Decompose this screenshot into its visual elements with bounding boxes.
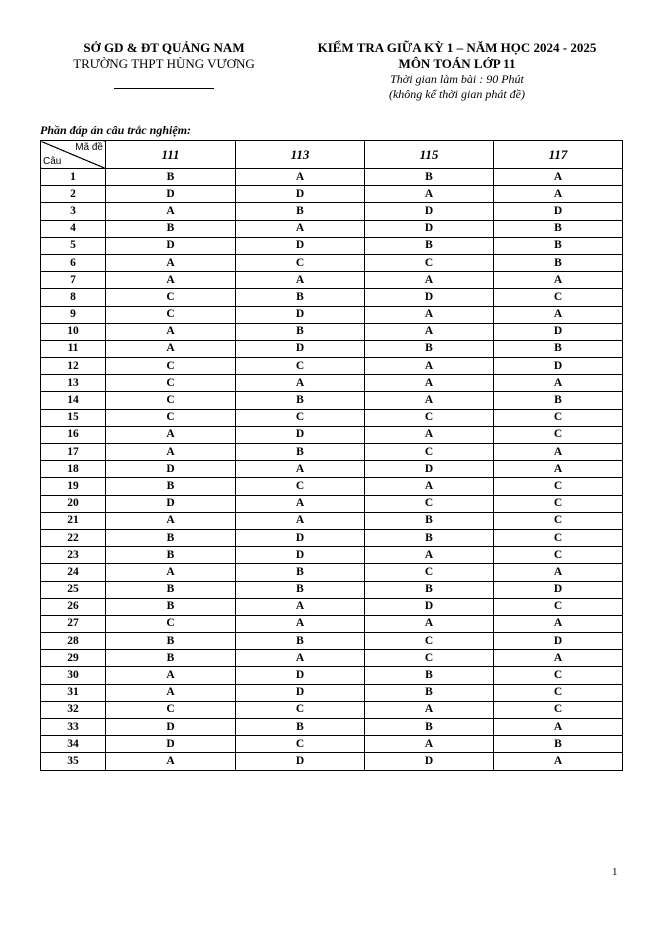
answer-cell: C bbox=[106, 358, 236, 375]
answer-cell: D bbox=[236, 667, 365, 684]
answer-cell: C bbox=[365, 409, 494, 426]
corner-code-label: Mã đề bbox=[75, 142, 103, 153]
answer-cell: C bbox=[494, 547, 623, 564]
answer-cell: C bbox=[236, 478, 365, 495]
answer-cell: C bbox=[494, 478, 623, 495]
answer-cell: C bbox=[365, 254, 494, 271]
answer-cell: A bbox=[106, 254, 236, 271]
answer-cell: D bbox=[236, 340, 365, 357]
answer-cell: C bbox=[106, 375, 236, 392]
school-name: TRƯỜNG THPT HÙNG VƯƠNG bbox=[73, 56, 255, 71]
answer-cell: A bbox=[365, 358, 494, 375]
table-row bbox=[41, 169, 623, 186]
answer-cell: D bbox=[494, 323, 623, 340]
corner-cell bbox=[41, 141, 106, 169]
answer-cell: A bbox=[236, 272, 365, 289]
answer-cell: C bbox=[106, 392, 236, 409]
table-row bbox=[41, 461, 623, 478]
corner-question-label: Câu bbox=[43, 156, 62, 167]
answer-cell: A bbox=[106, 684, 236, 701]
exam-code-header: 111 bbox=[106, 141, 236, 169]
answer-cell: A bbox=[494, 719, 623, 736]
answer-cell: A bbox=[106, 272, 236, 289]
question-number: 24 bbox=[41, 564, 106, 581]
question-number: 35 bbox=[41, 753, 106, 770]
answer-cell: B bbox=[236, 581, 365, 598]
answer-cell: A bbox=[236, 650, 365, 667]
answer-cell: D bbox=[365, 598, 494, 615]
table-row bbox=[41, 306, 623, 323]
question-number: 10 bbox=[41, 323, 106, 340]
answer-cell: A bbox=[236, 512, 365, 529]
answer-cell: A bbox=[365, 375, 494, 392]
answer-cell: C bbox=[106, 289, 236, 306]
answer-cell: D bbox=[365, 289, 494, 306]
table-row bbox=[41, 753, 623, 770]
question-number: 7 bbox=[41, 272, 106, 289]
question-number: 11 bbox=[41, 340, 106, 357]
answer-cell: D bbox=[106, 186, 236, 203]
question-number: 16 bbox=[41, 426, 106, 443]
question-number: 26 bbox=[41, 598, 106, 615]
question-number: 20 bbox=[41, 495, 106, 512]
table-row bbox=[41, 615, 623, 632]
table-row bbox=[41, 444, 623, 461]
answer-cell: C bbox=[494, 289, 623, 306]
answer-cell: D bbox=[365, 220, 494, 237]
answer-cell: A bbox=[106, 203, 236, 220]
answer-cell: B bbox=[494, 237, 623, 254]
answer-cell: B bbox=[106, 633, 236, 650]
answer-cell: C bbox=[236, 409, 365, 426]
answer-cell: C bbox=[494, 598, 623, 615]
question-number: 29 bbox=[41, 650, 106, 667]
answer-cell: A bbox=[494, 169, 623, 186]
table-row bbox=[41, 237, 623, 254]
table-row bbox=[41, 340, 623, 357]
answer-cell: C bbox=[365, 564, 494, 581]
answer-cell: B bbox=[236, 719, 365, 736]
answer-cell: C bbox=[494, 684, 623, 701]
answer-cell: A bbox=[494, 564, 623, 581]
answer-cell: A bbox=[365, 306, 494, 323]
answer-cell: D bbox=[236, 186, 365, 203]
header-left bbox=[40, 40, 288, 89]
answer-cell: B bbox=[236, 323, 365, 340]
table-row bbox=[41, 650, 623, 667]
table-row bbox=[41, 547, 623, 564]
table-row bbox=[41, 684, 623, 701]
header-right bbox=[292, 40, 622, 102]
question-number: 34 bbox=[41, 736, 106, 753]
question-number: 15 bbox=[41, 409, 106, 426]
question-number: 3 bbox=[41, 203, 106, 220]
answer-cell: B bbox=[494, 340, 623, 357]
table-row bbox=[41, 323, 623, 340]
answer-cell: A bbox=[236, 220, 365, 237]
question-number: 14 bbox=[41, 392, 106, 409]
answer-cell: C bbox=[494, 426, 623, 443]
table-row bbox=[41, 701, 623, 718]
question-number: 25 bbox=[41, 581, 106, 598]
answer-cell: C bbox=[494, 495, 623, 512]
answer-cell: A bbox=[365, 736, 494, 753]
answer-cell: C bbox=[494, 529, 623, 546]
table-row bbox=[41, 426, 623, 443]
answer-cell: B bbox=[494, 392, 623, 409]
answer-cell: A bbox=[236, 495, 365, 512]
answer-cell: B bbox=[365, 512, 494, 529]
answer-cell: C bbox=[365, 444, 494, 461]
section-title: Phần đáp án câu trắc nghiệm: bbox=[40, 123, 192, 137]
answer-cell: B bbox=[236, 633, 365, 650]
answer-cell: B bbox=[365, 667, 494, 684]
duration-note: (không kể thời gian phát đề) bbox=[388, 87, 526, 101]
answer-cell: A bbox=[494, 444, 623, 461]
question-number: 31 bbox=[41, 684, 106, 701]
answer-cell: B bbox=[494, 220, 623, 237]
question-number: 27 bbox=[41, 615, 106, 632]
answer-cell: A bbox=[106, 564, 236, 581]
question-number: 22 bbox=[41, 529, 106, 546]
table-row bbox=[41, 736, 623, 753]
exam-code-header: 113 bbox=[236, 141, 365, 169]
answer-cell: C bbox=[494, 512, 623, 529]
answer-cell: C bbox=[236, 358, 365, 375]
answer-cell: D bbox=[106, 237, 236, 254]
answer-cell: A bbox=[365, 323, 494, 340]
answer-cell: B bbox=[365, 581, 494, 598]
answer-cell: B bbox=[106, 169, 236, 186]
answer-cell: B bbox=[106, 547, 236, 564]
question-number: 2 bbox=[41, 186, 106, 203]
answer-cell: A bbox=[494, 186, 623, 203]
question-number: 1 bbox=[41, 169, 106, 186]
answer-cell: B bbox=[106, 598, 236, 615]
answer-cell: A bbox=[365, 186, 494, 203]
answer-cell: B bbox=[106, 529, 236, 546]
table-row bbox=[41, 667, 623, 684]
answer-cell: A bbox=[494, 753, 623, 770]
question-number: 33 bbox=[41, 719, 106, 736]
question-number: 12 bbox=[41, 358, 106, 375]
answer-cell: D bbox=[494, 203, 623, 220]
answer-cell: A bbox=[106, 426, 236, 443]
answer-cell: A bbox=[236, 615, 365, 632]
answer-cell: C bbox=[494, 409, 623, 426]
table-row bbox=[41, 272, 623, 289]
table-row bbox=[41, 495, 623, 512]
answer-cell: A bbox=[494, 615, 623, 632]
answer-cell: D bbox=[494, 581, 623, 598]
question-number: 19 bbox=[41, 478, 106, 495]
answer-cell: B bbox=[365, 529, 494, 546]
answer-cell: D bbox=[236, 306, 365, 323]
subject-title: MÔN TOÁN LỚP 11 bbox=[398, 56, 516, 71]
answer-cell: B bbox=[106, 581, 236, 598]
department-name: SỞ GD & ĐT QUẢNG NAM bbox=[83, 40, 245, 55]
answer-cell: B bbox=[106, 220, 236, 237]
question-number: 21 bbox=[41, 512, 106, 529]
answer-cell: A bbox=[494, 272, 623, 289]
answer-cell: A bbox=[365, 615, 494, 632]
answer-cell: D bbox=[494, 633, 623, 650]
table-row bbox=[41, 289, 623, 306]
answer-cell: B bbox=[365, 340, 494, 357]
answer-cell: C bbox=[494, 667, 623, 684]
answer-cell: D bbox=[106, 719, 236, 736]
answer-cell: B bbox=[236, 392, 365, 409]
answer-cell: C bbox=[494, 701, 623, 718]
answer-cell: B bbox=[236, 289, 365, 306]
answer-cell: B bbox=[236, 203, 365, 220]
exam-code-header: 117 bbox=[494, 141, 623, 169]
answer-cell: D bbox=[236, 237, 365, 254]
question-number: 13 bbox=[41, 375, 106, 392]
answer-cell: D bbox=[365, 203, 494, 220]
answer-table bbox=[40, 140, 623, 771]
answer-cell: A bbox=[236, 598, 365, 615]
page-number: 1 bbox=[612, 866, 618, 878]
question-number: 17 bbox=[41, 444, 106, 461]
answer-cell: C bbox=[365, 650, 494, 667]
answer-cell: C bbox=[365, 495, 494, 512]
answer-cell: D bbox=[236, 684, 365, 701]
table-row bbox=[41, 409, 623, 426]
answer-cell: B bbox=[365, 684, 494, 701]
table-row bbox=[41, 186, 623, 203]
answer-cell: A bbox=[106, 753, 236, 770]
answer-cell: B bbox=[365, 237, 494, 254]
table-row bbox=[41, 633, 623, 650]
answer-cell: D bbox=[106, 461, 236, 478]
answer-cell: D bbox=[365, 753, 494, 770]
table-row bbox=[41, 564, 623, 581]
answer-cell: C bbox=[236, 701, 365, 718]
table-row bbox=[41, 220, 623, 237]
answer-cell: B bbox=[236, 564, 365, 581]
table-row bbox=[41, 719, 623, 736]
question-number: 9 bbox=[41, 306, 106, 323]
answer-cell: B bbox=[106, 650, 236, 667]
table-row bbox=[41, 203, 623, 220]
table-row bbox=[41, 529, 623, 546]
answer-cell: D bbox=[236, 529, 365, 546]
answer-cell: A bbox=[365, 392, 494, 409]
answer-cell: A bbox=[365, 478, 494, 495]
answer-cell: A bbox=[236, 461, 365, 478]
answer-cell: D bbox=[236, 426, 365, 443]
answer-cell: D bbox=[236, 547, 365, 564]
answer-cell: D bbox=[106, 736, 236, 753]
table-row bbox=[41, 512, 623, 529]
question-number: 23 bbox=[41, 547, 106, 564]
answer-cell: C bbox=[236, 736, 365, 753]
table-header-row bbox=[41, 141, 623, 169]
answer-cell: B bbox=[106, 478, 236, 495]
answer-cell: C bbox=[106, 409, 236, 426]
table-row bbox=[41, 254, 623, 271]
answer-cell: B bbox=[236, 444, 365, 461]
table-row bbox=[41, 358, 623, 375]
question-number: 30 bbox=[41, 667, 106, 684]
answer-table-body bbox=[41, 169, 623, 771]
table-row bbox=[41, 375, 623, 392]
answer-cell: A bbox=[494, 650, 623, 667]
answer-cell: B bbox=[365, 719, 494, 736]
table-row bbox=[41, 598, 623, 615]
header-divider bbox=[114, 88, 214, 89]
table-row bbox=[41, 581, 623, 598]
answer-cell: A bbox=[106, 444, 236, 461]
answer-cell: A bbox=[236, 375, 365, 392]
exam-duration: Thời gian làm bài : 90 Phút bbox=[390, 72, 524, 86]
answer-cell: A bbox=[106, 340, 236, 357]
answer-cell: A bbox=[494, 306, 623, 323]
question-number: 6 bbox=[41, 254, 106, 271]
answer-cell: C bbox=[106, 701, 236, 718]
answer-cell: B bbox=[365, 169, 494, 186]
answer-cell: D bbox=[365, 461, 494, 478]
answer-cell: A bbox=[106, 512, 236, 529]
answer-cell: C bbox=[365, 633, 494, 650]
question-number: 28 bbox=[41, 633, 106, 650]
answer-cell: C bbox=[106, 615, 236, 632]
answer-cell: A bbox=[106, 667, 236, 684]
table-row bbox=[41, 478, 623, 495]
answer-cell: A bbox=[365, 701, 494, 718]
answer-cell: A bbox=[494, 375, 623, 392]
question-number: 8 bbox=[41, 289, 106, 306]
question-number: 5 bbox=[41, 237, 106, 254]
question-number: 32 bbox=[41, 701, 106, 718]
answer-cell: D bbox=[106, 495, 236, 512]
question-number: 4 bbox=[41, 220, 106, 237]
answer-cell: A bbox=[365, 272, 494, 289]
answer-cell: D bbox=[494, 358, 623, 375]
exam-title: KIỂM TRA GIỮA KỲ 1 – NĂM HỌC 2024 - 2025 bbox=[317, 40, 597, 55]
answer-cell: A bbox=[494, 461, 623, 478]
answer-cell: A bbox=[365, 426, 494, 443]
answer-cell: A bbox=[106, 323, 236, 340]
answer-cell: D bbox=[236, 753, 365, 770]
answer-cell: B bbox=[494, 736, 623, 753]
question-number: 18 bbox=[41, 461, 106, 478]
answer-cell: A bbox=[236, 169, 365, 186]
answer-cell: C bbox=[106, 306, 236, 323]
exam-code-header: 115 bbox=[365, 141, 494, 169]
answer-cell: A bbox=[365, 547, 494, 564]
answer-cell: C bbox=[236, 254, 365, 271]
answer-cell: B bbox=[494, 254, 623, 271]
table-row bbox=[41, 392, 623, 409]
